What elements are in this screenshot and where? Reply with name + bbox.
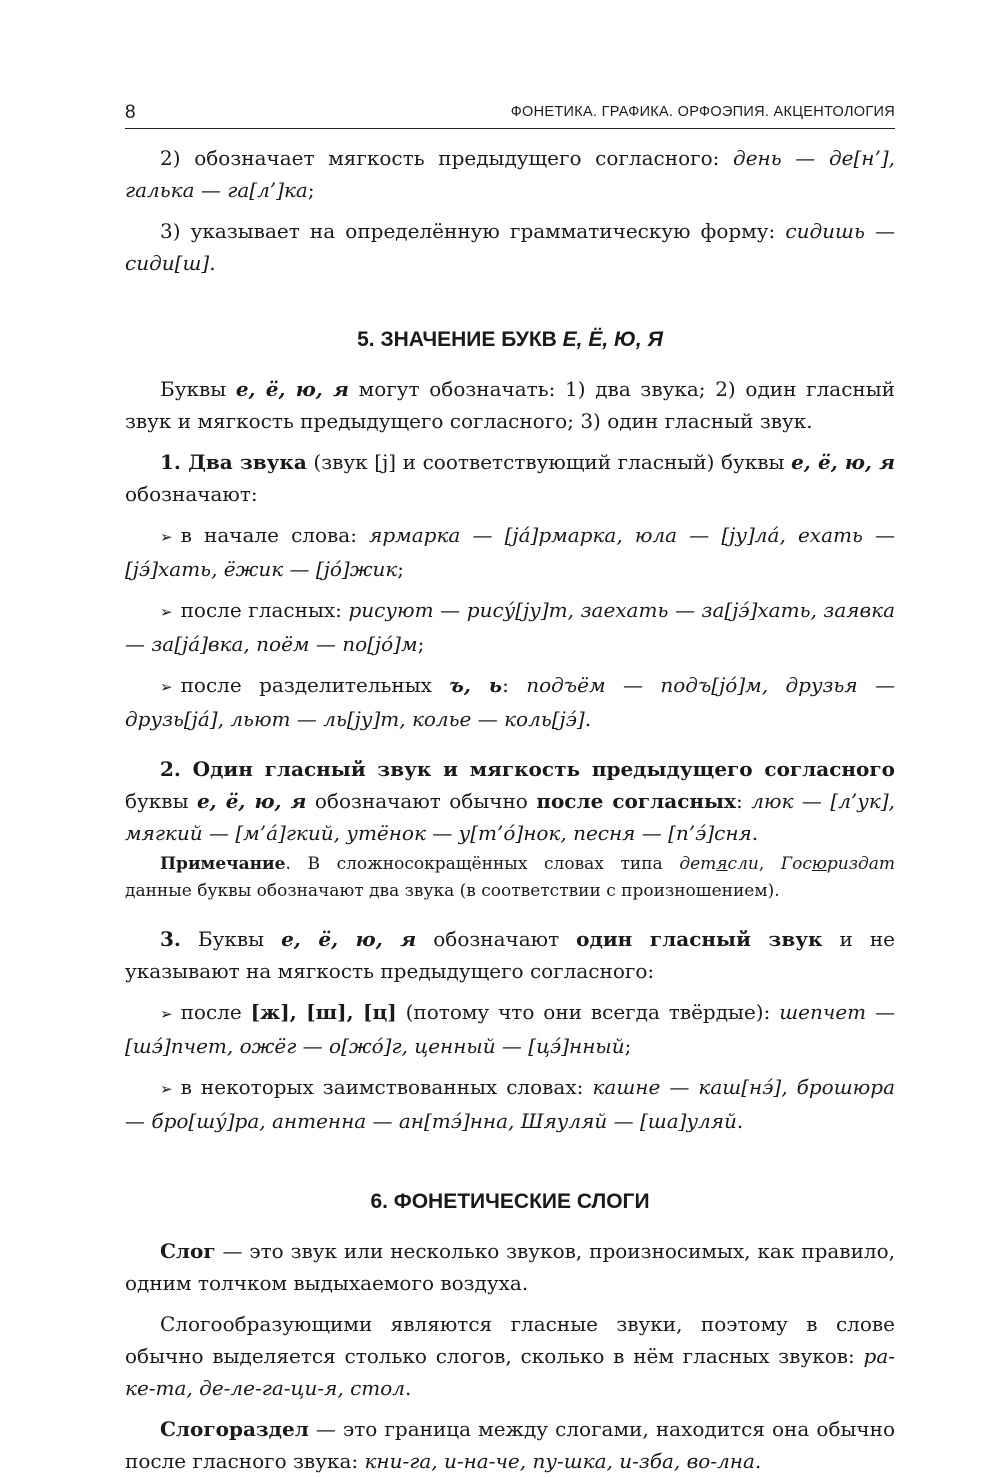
list-item: ➢ в начале слова: ярмарка — [jа́]рмарка, юла — [jу]ла́, ехать — [jэ́]хать, ёжик — [jо́]жик; [125,523,895,581]
arrowhead-bullet-icon: ➢ [160,1080,173,1098]
section-5-intro: Буквы е, ё, ю, я могут обозначать: 1) два звука; 2) один гласный звук и мягкость предыдущего согласного; 3) один гласный звук. [125,377,895,433]
list-item: ➢ после гласных: рисуют — рису́[jу]т, заехать — за[jэ́]хать, заявка — за[jа́]вка, поём — по[jо́]м; [125,598,896,656]
syllable-forming-paragraph: Слогообразующими являются гласные звуки, поэтому в слове обычно выделяется столько слогов, сколько в нём гласных звуков: ра-ке-та, де-ле-га-ци-я, стол. [125,1312,895,1400]
section-6-heading: 6. ФОНЕТИЧЕСКИЕ СЛОГИ [370,1190,650,1213]
running-title: ФОНЕТИКА. ГРАФИКА. ОРФОЭПИЯ. АКЦЕНТОЛОГИЯ [510,104,895,120]
page-number: 8 [125,102,136,123]
vowel-and-softness-paragraph: 2. Один гласный звук и мягкость предыдущего согласного буквы е, ё, ю, я обозначают обычно после согласных: люк — [л’ук], мягкий — [м’а́]гкий, утёнок — у[т’о́]нок, песня — [п’э́]сня. [125,757,895,845]
syllable-boundary-paragraph: Слогораздел — это граница между слогами, находится она обычно после гласного звука: кни-га, и-на-че, пу-шка, и-зба, во-лна. [125,1417,895,1473]
note-paragraph: Примечание. В сложносокращённых словах типа детясли, Госюриздат данные буквы обозначают два звука (в соответствии с произношением). [125,854,895,901]
arrowhead-bullet-icon: ➢ [160,603,173,621]
page-content [125,142,895,1477]
running-header [125,102,895,126]
section-5-heading: 5. ЗНАЧЕНИЕ БУКВ Е, Ё, Ю, Я [357,328,663,351]
arrowhead-bullet-icon: ➢ [160,1005,173,1023]
list-item: ➢ после [ж], [ш], [ц] (потому что они всегда твёрдые): шепчет — [шэ́]пчет, ожёг — о[жо́]г, ценный — [цэ́]нный; [125,1000,896,1058]
list-item: ➢ в некоторых заимствованных словах: кашне — каш[нэ́], брошюра — бро[шу́]ра, антенна — ан[тэ́]нна, Шяуляй — [ша]уляй. [125,1075,895,1133]
example-word-1: детясли [679,854,759,874]
syllable-definition: Слог — это звук или несколько звуков, произносимых, как правило, одним толчком выдыхаемого воздуха. [125,1239,895,1295]
intro-item-3: 3) указывает на определённую грамматическую форму: сидишь — сиди[ш]. [125,219,895,275]
example-word-2: Госюриздат [780,854,895,874]
intro-item-2: 2) обозначает мягкость предыдущего согласного: день — де[н’], галька — га[л’]ка; [125,146,895,202]
header-rule [125,128,895,129]
two-sounds-paragraph: 1. Два звука (звук [j] и соответствующий гласный) буквы е, ё, ю, я обозначают: [125,450,895,506]
arrowhead-bullet-icon: ➢ [160,528,173,546]
one-vowel-paragraph: 3. Буквы е, ё, ю, я обозначают один гласный звук и не указывают на мягкость предыдущего согласного: [125,927,895,983]
list-item: ➢ после разделительных ъ, ь: подъём — подъ[jо́]м, друзья — друзь[jа́], льют — ль[jу]т, колье — коль[jэ́]. [125,673,895,731]
arrowhead-bullet-icon: ➢ [160,678,173,696]
